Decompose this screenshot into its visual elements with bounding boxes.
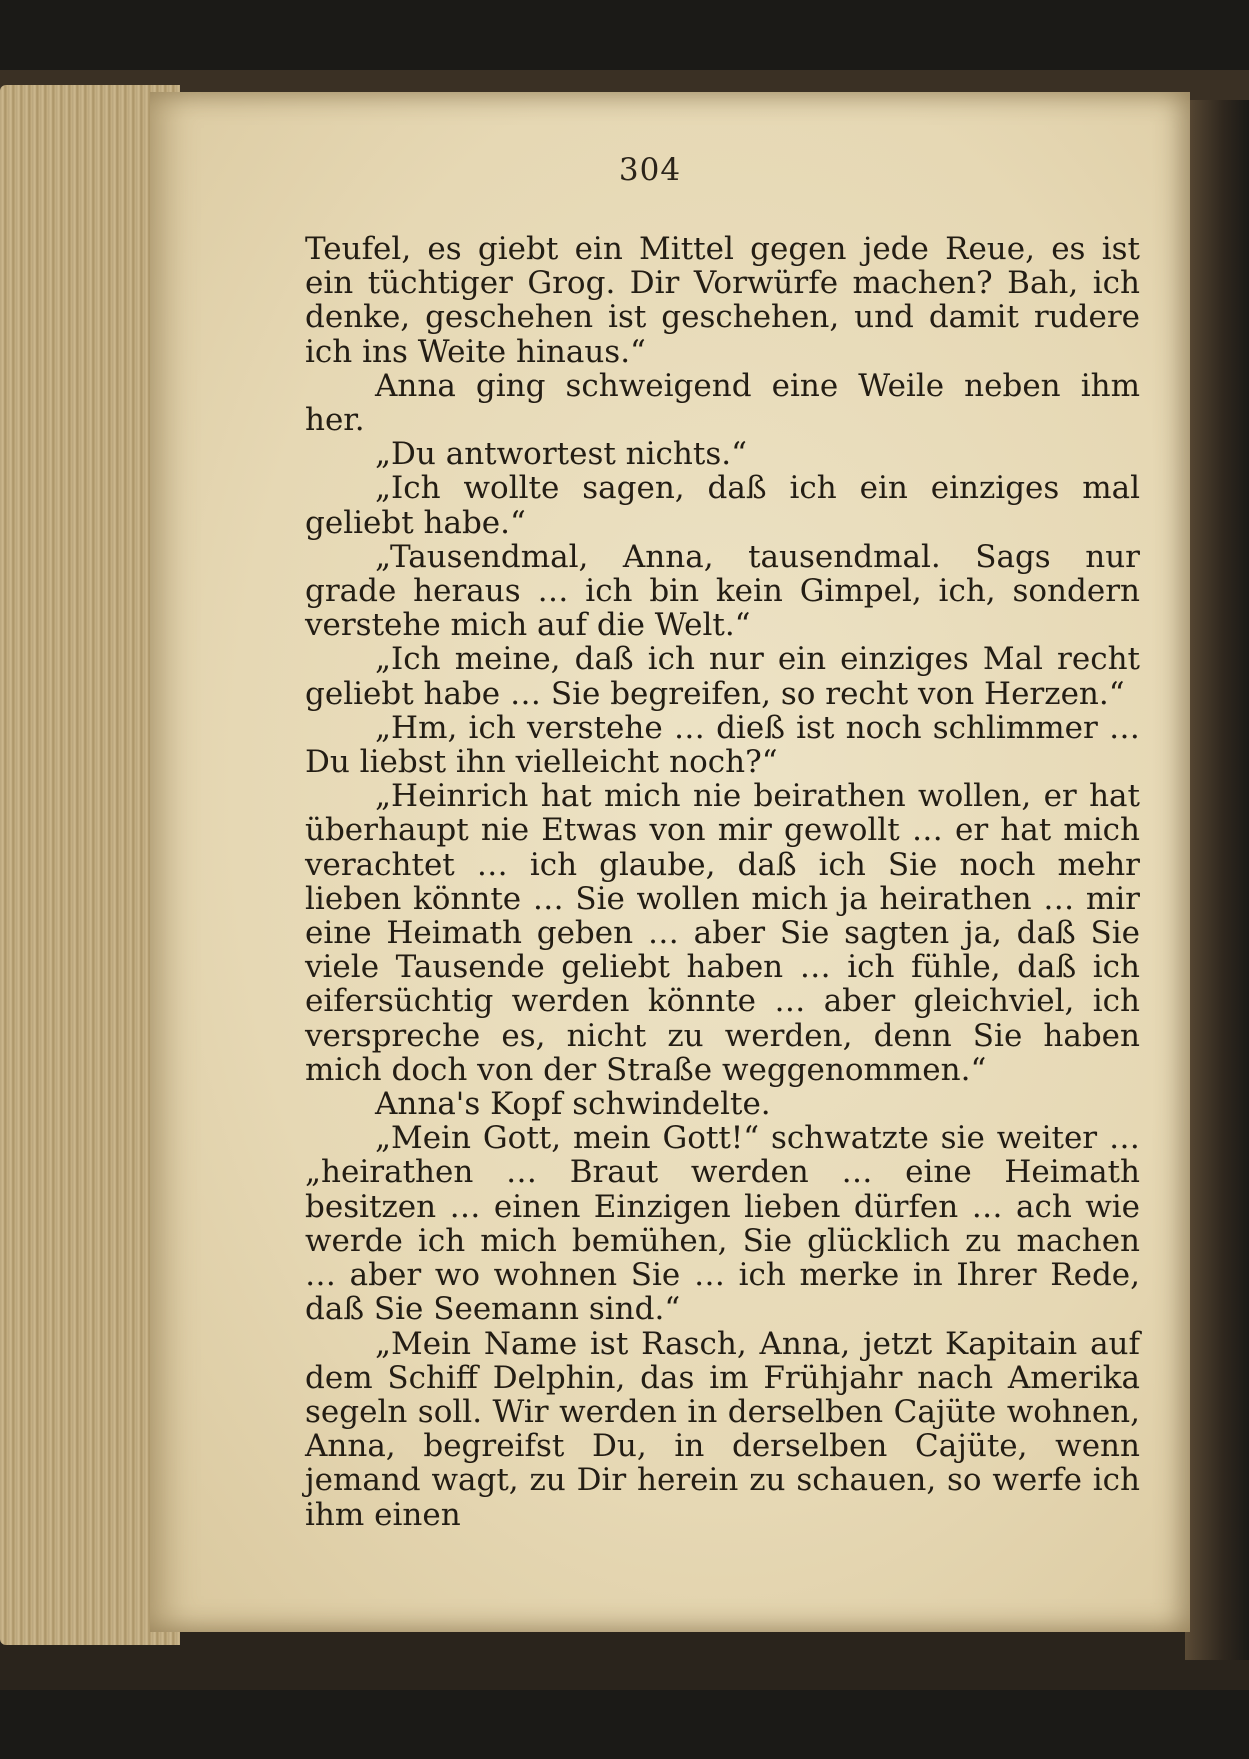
paragraph: „Heinrich hat mich nie beirathen wollen, er hat überhaupt nie Etwas von mir gewollt … er hat mich verachtet … ich glaube, daß ich Sie noch mehr lieben könnte … Sie wollen mich ja heirathen … mir eine Heimath geben … aber Sie sagten ja, daß Sie viele Tausende geliebt haben … ich fühle, daß ich eifersüchtig werden könnte … aber gleichviel, ich verspreche es, nicht zu werden, denn Sie haben mich doch von der Straße weggenommen.“ [305,778,1140,1088]
paragraph: „Tausendmal, Anna, tausendmal. Sags nur grade heraus … ich bin kein Gimpel, ich, sondern verstehe mich auf die Welt.“ [305,538,1140,644]
paragraph: „Ich meine, daß ich nur ein einziges Mal recht geliebt habe … Sie begreifen, so recht von Herzen.“ [305,641,1140,712]
page-number: 304 [618,152,682,188]
paragraph: Anna's Kopf schwindelte. [375,1086,771,1123]
book-page [150,92,1190,1632]
book-spine-right [1185,100,1249,1660]
paragraph: „Mein Gott, mein Gott!“ schwatzte sie weiter … „heirathen … Braut werden … eine Heimath besitzen … einen Einzigen lieben dürfen … ach wie werde ich mich bemühen, Sie glücklich zu machen … aber wo wohnen Sie … ich merke in Ihrer Rede, daß Sie Seemann sind.“ [305,1120,1140,1328]
paragraph: „Hm, ich verstehe … dieß ist noch schlimmer … Du liebst ihn vielleicht noch?“ [305,709,1140,781]
paragraph: Teufel, es giebt ein Mittel gegen jede Reue, es ist ein tüchtiger Grog. Dir Vorwürfe machen? Bah, ich denke, geschehen ist geschehen, und damit rudere ich ins Weite hinaus.“ [305,231,1140,370]
page-text [305,232,1140,1532]
paragraph: Anna ging schweigend eine Weile neben ihm her. [305,367,1140,439]
paragraph: „Du antwortest nichts.“ [375,436,747,473]
paragraph: „Mein Name ist Rasch, Anna, jetzt Kapitain auf dem Schiff Delphin, das im Frühjahr nach Amerika segeln soll. Wir werden in derselben Cajüte wohnen, Anna, begreifst Du, in derselben Cajüte, wenn jemand wagt, zu Dir herein zu schauen, so werfe ich ihm einen [305,1325,1140,1533]
paragraph: „Ich wollte sagen, daß ich ein einziges mal geliebt habe.“ [305,470,1140,541]
